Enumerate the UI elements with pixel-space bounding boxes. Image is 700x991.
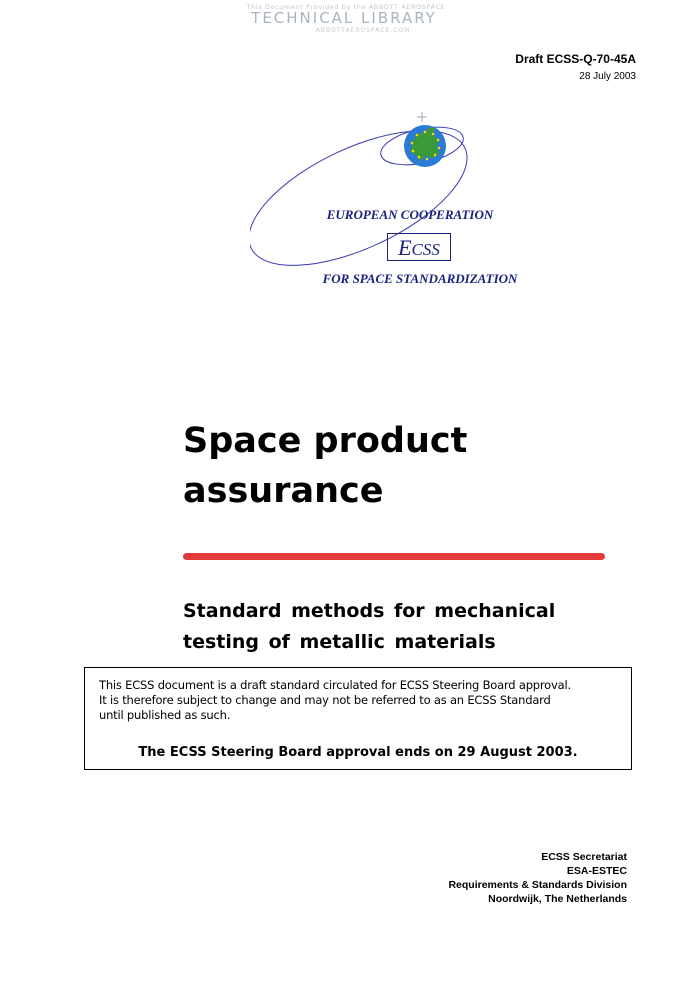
secretariat-address [448,850,627,906]
draft-notice-text [99,678,624,723]
draft-notice-box [84,667,632,770]
watermark-line-1: This Document Provided by the ABBOTT AEROSPACE [246,3,446,11]
footer-line-1: ECSS Secretariat [541,851,627,863]
approval-deadline: The ECSS Steering Board approval ends on 29 August 2003. [138,745,578,760]
ecss-logo-rest: CSS [411,240,440,259]
ecss-logo-graphic [250,110,550,290]
logo-top-text: EUROPEAN COOPERATION [326,207,494,222]
footer-line-2: ESA-ESTEC [566,865,627,877]
document-subtitle [183,596,593,658]
document-date: 28 July 2003 [579,71,636,82]
ecss-logo-box [387,233,451,261]
watermark [228,2,460,36]
notice-line-3: until published as such. [99,708,231,722]
sparkle-icon [417,112,427,122]
footer-line-4: Noordwijk, The Netherlands [488,893,627,905]
subtitle-line-1: Standard methods for mechanical [183,600,556,622]
footer-line-3: Requirements & Standards Division [448,879,627,891]
watermark-line-2: TECHNICAL LIBRARY [251,9,437,27]
subtitle-line-2: testing of metallic materials [183,631,496,653]
title-line-1: Space product [183,421,468,461]
orbit-ellipse [250,110,486,290]
logo-bottom-text: FOR SPACE STANDARDIZATION [322,271,518,286]
notice-line-2: It is therefore subject to change and may not be referred to as an ECSS Standard [99,693,551,707]
ecss-logo-initial: E [398,235,412,260]
title-line-2: assurance [183,471,384,511]
document-id: Draft ECSS-Q-70-45A [515,52,636,66]
red-divider [183,553,605,560]
watermark-line-3: ABBOTTAEROSPACE.COM [315,27,411,34]
document-title [183,416,603,516]
notice-line-1: This ECSS document is a draft standard circulated for ECSS Steering Board approval. [99,678,571,692]
